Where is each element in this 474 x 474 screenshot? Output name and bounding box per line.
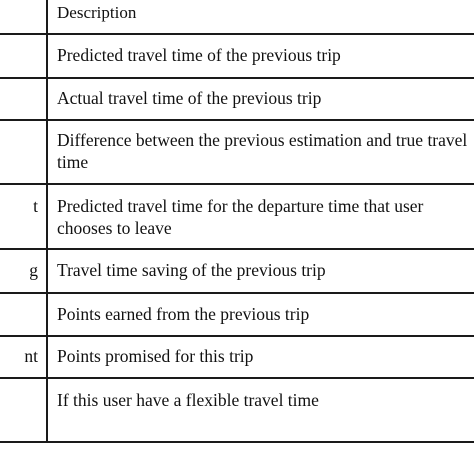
table-row-description: Points earned from the previous trip [57, 304, 310, 324]
table-row-description: Travel time saving of the previous trip [57, 260, 326, 280]
header-description: Description [57, 3, 137, 22]
table-row-description: Actual travel time of the previous trip [57, 88, 322, 108]
table-row-description: Points promised for this trip [57, 346, 254, 366]
column-divider [46, 0, 48, 443]
table-row-variable: t [33, 196, 38, 216]
table-rule [0, 441, 474, 443]
table-row-variable: g [29, 260, 38, 280]
table-rule [0, 377, 474, 379]
table-rule [0, 119, 474, 121]
table-rule [0, 183, 474, 185]
table-row-variable: nt [24, 346, 38, 366]
table-rule [0, 248, 474, 250]
table-rule [0, 335, 474, 337]
table-row-description: Predicted travel time for the departure time that user chooses to leave [57, 196, 424, 238]
table-row-description: Difference between the previous estimation and true travel time [57, 130, 468, 172]
table-rule [0, 292, 474, 294]
table-row-description: Predicted travel time of the previous trip [57, 45, 341, 65]
table-rule [0, 33, 474, 35]
table-row-description: If this user have a flexible travel time [57, 390, 319, 410]
table-rule [0, 77, 474, 79]
